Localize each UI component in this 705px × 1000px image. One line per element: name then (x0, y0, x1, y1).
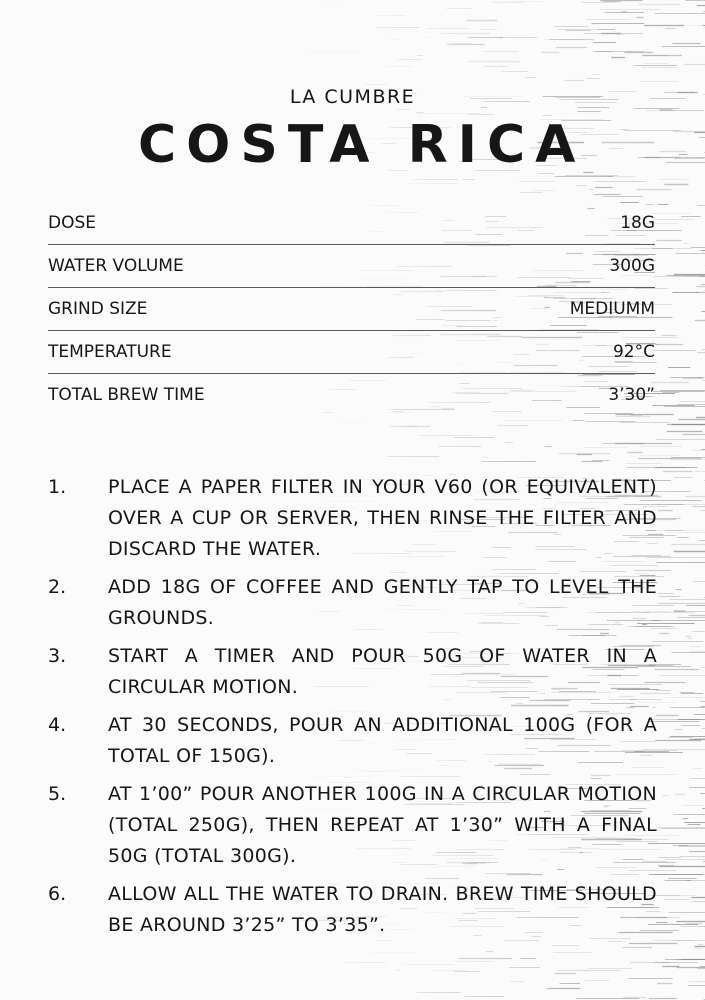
spec-value: 18G (620, 213, 655, 233)
step-number: 5. (48, 783, 67, 805)
brew-steps-list (48, 472, 657, 948)
spec-row-total-brew-time (48, 374, 655, 416)
brew-specs-table (48, 202, 655, 416)
step-text: AT 1’00” POUR ANOTHER 100G IN A CIRCULAR MOTION (TOTAL 250G), THEN REPEAT AT 1’30” WITH A FINAL 50G (TOTAL 300G). (108, 783, 657, 867)
spec-value: MEDIUMM (569, 299, 655, 319)
page-title: COSTA RICA (138, 115, 586, 175)
step-text: START A TIMER AND POUR 50G OF WATER IN A CIRCULAR MOTION. (108, 645, 657, 698)
step-text: ALLOW ALL THE WATER TO DRAIN. BREW TIME SHOULD BE AROUND 3’25” TO 3’35”. (108, 883, 657, 936)
spec-label: WATER VOLUME (48, 256, 184, 276)
origin-subtitle: LA CUMBRE (289, 86, 416, 108)
list-item (48, 879, 657, 941)
spec-row-grind-size (48, 288, 655, 331)
step-number: 4. (48, 714, 67, 736)
step-number: 1. (48, 476, 67, 498)
list-item (48, 472, 657, 565)
spec-label: TOTAL BREW TIME (48, 385, 205, 405)
spec-value: 3’30” (608, 385, 655, 405)
spec-label: DOSE (48, 213, 97, 233)
step-number: 2. (48, 576, 67, 598)
spec-row-water-volume (48, 245, 655, 288)
list-item (48, 710, 657, 772)
step-text: AT 30 SECONDS, POUR AN ADDITIONAL 100G (FOR A TOTAL OF 150G). (108, 714, 657, 767)
step-number: 3. (48, 645, 67, 667)
spec-row-temperature (48, 331, 655, 374)
spec-value: 92°C (612, 342, 655, 362)
list-item (48, 641, 657, 703)
step-number: 6. (48, 883, 67, 905)
spec-row-dose (48, 202, 655, 245)
step-text: PLACE A PAPER FILTER IN YOUR V60 (OR EQUIVALENT) OVER A CUP OR SERVER, THEN RINSE THE FILTER AND DISCARD THE WATER. (108, 476, 657, 560)
spec-label: TEMPERATURE (48, 342, 172, 362)
list-item (48, 572, 657, 634)
spec-label: GRIND SIZE (48, 299, 148, 319)
step-text: ADD 18G OF COFFEE AND GENTLY TAP TO LEVEL THE GROUNDS. (108, 576, 657, 629)
spec-value: 300G (609, 256, 655, 276)
list-item (48, 779, 657, 872)
